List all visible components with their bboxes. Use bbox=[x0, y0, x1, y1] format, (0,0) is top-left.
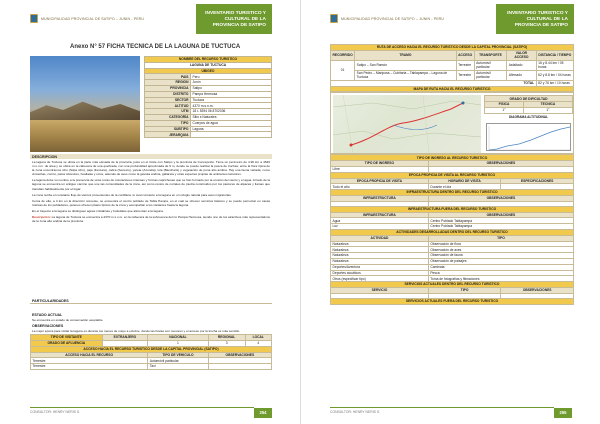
fiche-value: Satipo bbox=[191, 85, 272, 91]
header-inventory-box: INVENTARIO TURISTICO Y CULTURAL DE LA PROVINCIA DE SATIPO bbox=[196, 4, 272, 34]
route-cell: Terrestre bbox=[456, 70, 474, 80]
fiche-key: PAIS bbox=[145, 74, 191, 80]
page-title: Anexo N° 57 FICHA TECNICA DE LA LAGUNA DE TUCTUCA bbox=[70, 44, 241, 50]
footer-line bbox=[330, 407, 554, 408]
route-cell: 62 y 8.8 km / 04 horas bbox=[536, 70, 573, 80]
visitor-table bbox=[30, 334, 272, 370]
activity-cell: Deportes acuáticos bbox=[331, 270, 429, 276]
activity-cell: Deportes/Aventura bbox=[331, 264, 429, 270]
fiche-key: SECTOR bbox=[145, 97, 191, 103]
services-header: SERVICIO bbox=[331, 287, 429, 293]
route-table bbox=[330, 44, 574, 92]
fiche-key: ALTITUD bbox=[145, 103, 191, 109]
fiche-value: Pampa Hermosa bbox=[191, 91, 272, 97]
fiche-table bbox=[144, 56, 272, 138]
visitor-value: 3 bbox=[208, 340, 245, 346]
difficulty-panel bbox=[484, 95, 573, 153]
difficulty-header: TECNICA bbox=[523, 102, 572, 108]
infra-out-cell: Agua bbox=[331, 218, 429, 224]
status-section bbox=[30, 298, 272, 370]
fiche-key: REGION bbox=[145, 80, 191, 86]
route-header: VALOR ACCESO bbox=[507, 50, 536, 60]
laguna-photo bbox=[30, 56, 140, 152]
route-cell: Automóvil particular bbox=[474, 60, 507, 70]
header-municipality: MUNICIPALIDAD PROVINCIAL DE SATIPO – JUNIN - PERU bbox=[41, 17, 145, 21]
access-header: TIPO DE VEHICULO bbox=[148, 352, 208, 358]
visitor-header: EXTRANJERO bbox=[102, 335, 148, 341]
fiche-value: Laguna bbox=[191, 126, 272, 132]
infra-in-header: INFRAESTRUCTURA bbox=[331, 195, 429, 201]
services-header: TIPO bbox=[428, 287, 500, 293]
route-cell: Satipo – San Ramón bbox=[355, 60, 456, 70]
ingreso-header: TIPO DE INGRESO bbox=[331, 161, 429, 167]
page-number: 255 bbox=[554, 408, 572, 418]
fiche-key: DISTRITO bbox=[145, 91, 191, 97]
estado-title: ESTADO ACTUAL bbox=[32, 312, 63, 317]
description-paragraph: En el trayecto a la laguna se distinguen aguas cristalinas y bofedales que alimentan a la laguna. bbox=[32, 208, 164, 213]
epoca-header: HORARIO DE VISITA bbox=[428, 178, 500, 184]
ingreso-bar: TIPO DE INGRESO AL RECURSO TURISTICO bbox=[331, 155, 574, 161]
page-number: 254 bbox=[254, 408, 272, 418]
epoca-header: EPOCA PROPICIA DE VISITA bbox=[331, 178, 429, 184]
footer-consultant: CONSULTOR: HENRY NERIS S. bbox=[30, 410, 81, 414]
access-cell: Automóvil particular bbox=[148, 358, 208, 364]
observaciones-title: OBSERVACIONES bbox=[32, 323, 64, 328]
map-bar: MAPA DE RUTA HACIA EL RECURSO TURISTICO bbox=[331, 86, 574, 92]
ingreso-cell: Libre bbox=[331, 166, 429, 172]
description-highlight: Descripción: bbox=[32, 215, 51, 220]
infra-out-header: INFRAESTRUCTURA bbox=[331, 212, 429, 218]
infra-in-header: OBSERVACIONES bbox=[428, 195, 573, 201]
route-total-value: 82 y 76 km / 10 horas bbox=[536, 80, 573, 86]
fiche-key: PROVINCIA bbox=[145, 85, 191, 91]
access-cell: Terrestre bbox=[31, 364, 148, 370]
fiche-value: 4370 m.s.n.m. bbox=[191, 103, 272, 109]
description-paragraph: Cerca de ella, a 4 km en la dirección noroeste, se encuentra el centro poblado de Tabla Pampa, en el cual se ofrecen servicios básicos y se puede pernoctar en casas rústicas de los pobladores, quienes ofrecen platos típicos de la zona y acompañan a los visitantes hasta la laguna. bbox=[32, 198, 270, 207]
visitor-header: REGIONAL bbox=[208, 335, 245, 341]
visitor-header: TIPO DE VISITANTE bbox=[31, 335, 103, 341]
visitor-header: LOCAL bbox=[245, 335, 271, 341]
fiche-name-value: LAGUNA DE TUCTUCA bbox=[145, 62, 272, 68]
activities-bar: ACTIVIDADES DESARROLLADAS DENTRO DEL RECURSO TURISTICO bbox=[331, 229, 574, 235]
fiche-value: Sitio s Naturales bbox=[191, 114, 272, 120]
difficulty-header: FISICA bbox=[485, 102, 524, 108]
description-paragraph: La laguna debe su nombre a la presencia de unas rocas de coloraciones intensas y formas caprichosas que se han formado por la erosión del viento y el agua. Al lado de la laguna se encuentra un antiguo camino que une las comunidades de la zona, así como restos de corrales de piedra construidos por los pastores de alpacas y llamas que transitan habitualmente por el lugar. bbox=[32, 178, 270, 191]
route-header: ACCESO bbox=[456, 50, 474, 60]
footer-line bbox=[30, 407, 254, 408]
activity-cell: Caminata bbox=[428, 264, 573, 270]
access-cell: Terrestre bbox=[31, 358, 148, 364]
epoca-cell: Durante el día bbox=[428, 184, 500, 190]
fiche-key: JERARQUIA bbox=[145, 132, 191, 138]
activity-cell: Toma de fotografías y filmaciones bbox=[428, 276, 573, 282]
ingreso-header: OBSERVACIONES bbox=[428, 161, 573, 167]
infra-out-header: OBSERVACIONES bbox=[428, 212, 573, 218]
route-header: DISTANCIA / TIEMPO bbox=[536, 50, 573, 60]
fiche-key: SUBTIPO bbox=[145, 126, 191, 132]
description-paragraph: La laguna de Tuctuca se ubica en la parte más elevada de la provincia, justo en el límite con Satipo y la provincia de Concepción. Tiene un perímetro de 4.96 km a 4546 m.s.n.m. de área y se ubica en la cabecera de una quebrada, con una profundidad aproximada de 9 m, donde se puede realizar la pesca de truchas; entre la flora típica de la zona encontramos ichu (Stipa ichu), paja (Festuca), cabra (Senecio), yareta (Azorella), tola (Baccharis) y vegetación de puna alto andina. Hay una fauna variada, como vizcachas, zorros, patos silvestres, huallatas y otros, además de aves como la gaviota andina, gallareta y otras especies propias de ambientes lacustres. bbox=[32, 160, 270, 177]
right-page bbox=[300, 0, 600, 424]
activity-cell: Naturaleza bbox=[331, 241, 429, 247]
infra-out-bar: INFRAESTRUCTURA FUERA DEL RECURSO TURISTICO bbox=[331, 206, 574, 212]
fiche-value: Cuerpos de agua bbox=[191, 120, 272, 126]
epoca-header: ESPECIFICACIONES bbox=[501, 178, 574, 184]
fiche-value bbox=[191, 132, 272, 138]
fiche-key: TIPO bbox=[145, 120, 191, 126]
visitor-row-label: GRADO DE AFLUENCIA bbox=[31, 340, 103, 346]
route-cell: Asfaltado bbox=[507, 60, 536, 70]
route-cell: San Pedro – Mariposa – Cubitaria – Tablapampa – Laguna de Tuctuca bbox=[355, 70, 456, 80]
estado-value: Se encuentra en estado de conservación aceptable. bbox=[32, 318, 104, 322]
route-header: TRANSPORTE bbox=[474, 50, 507, 60]
difficulty-value: 1° bbox=[523, 107, 572, 113]
access-cell: Taxi bbox=[148, 364, 208, 370]
activity-cell: Otros (especificar tipo) bbox=[331, 276, 429, 282]
activities-header: ACTIVIDAD bbox=[331, 235, 429, 241]
route-bar: RUTA DE ACCESO HACIA EL RECURSO TURISTICO DESDE LA CAPITAL PROVINCIAL (SATIPO) bbox=[331, 45, 574, 51]
infra-out-cell: Centro Poblado Tablapampa bbox=[428, 224, 573, 230]
epoca-bar: EPOCA PROPICIA DE VISITA AL RECURSO TURISTICO bbox=[331, 172, 574, 178]
elevation-title: DIAGRAMA ALTITUDINAL bbox=[508, 114, 548, 119]
access-header: OBSERVACIONES bbox=[208, 352, 271, 358]
fiche-value: Tuctuca bbox=[191, 97, 272, 103]
activities-header: TIPO bbox=[428, 235, 573, 241]
route-cell: Afirmado bbox=[507, 70, 536, 80]
activity-cell: Observación de fauna bbox=[428, 253, 573, 259]
infra-out-cell: Luz bbox=[331, 224, 429, 230]
fiche-name-header: NOMBRE DEL RECURSO TURISTICO bbox=[145, 57, 272, 63]
municipality-logo-icon bbox=[330, 14, 338, 23]
activity-cell: Observación de paisajes bbox=[428, 258, 573, 264]
route-section bbox=[330, 44, 574, 305]
services-out-bar: SERVICIOS ACTUALES FUERA DEL RECURSO TURISTICO bbox=[331, 298, 574, 304]
route-header: RECORRIDO bbox=[331, 50, 355, 60]
route-map bbox=[333, 95, 481, 153]
route-cell: Automóvil particular bbox=[474, 70, 507, 80]
infra-in-bar: INFRAESTRUCTURA DENTRO DEL RECURSO TURISTICO bbox=[331, 190, 574, 196]
activity-cell: Naturaleza bbox=[331, 247, 429, 253]
visitor-value: 4 bbox=[245, 340, 271, 346]
activity-cell: Naturaleza bbox=[331, 253, 429, 259]
footer-consultant: CONSULTOR: HENRY NERIS S. bbox=[330, 410, 381, 414]
services-header: OBSERVACIONES bbox=[501, 287, 574, 293]
services-in-bar: SERVICIOS ACTUALES DENTRO DEL RECURSO TURISTICO bbox=[331, 282, 574, 288]
fiche-key: CATEGORÍA bbox=[145, 114, 191, 120]
fiche-key: UTM bbox=[145, 109, 191, 115]
description-paragraph: La laguna de Tuctuca se encuentra a 4370 m.s.n.m. en la cabecera de la subcuenca del río Pampa Hermosa, siendo uno de los atractivos más representativos de la zona alto andina de la provincia. bbox=[32, 215, 270, 224]
visitor-value: 1 bbox=[148, 340, 208, 346]
route-cell: Terrestre bbox=[456, 60, 474, 70]
activity-cell: Observación de aves bbox=[428, 247, 573, 253]
header-inventory-box: INVENTARIO TURISTICO Y CULTURAL DE LA PROVINCIA DE SATIPO bbox=[496, 4, 574, 34]
fiche-value: 18 L 5394 06 8702036 bbox=[191, 109, 272, 115]
epoca-cell: Todo el año bbox=[331, 184, 429, 190]
details-table bbox=[330, 154, 574, 304]
route-number: 01 bbox=[331, 60, 355, 80]
description-section bbox=[30, 154, 272, 224]
visitor-header: NACIONAL bbox=[148, 335, 208, 341]
municipality-logo-icon bbox=[30, 14, 38, 23]
description-title: DESCRIPCION bbox=[30, 154, 272, 159]
difficulty-table bbox=[484, 95, 573, 113]
particularidades-title: PARTICULARIDADES bbox=[30, 298, 272, 304]
activity-cell: Observación de flora bbox=[428, 241, 573, 247]
access-bar: ACCESO HACIA EL RECURSO TURISTICO DESDE LA CAPITAL PROVINCIAL (SATIPO) bbox=[31, 346, 272, 352]
description-paragraph: La zona recibe el constante flujo de vientos provenientes de la cordillera, lo cual convierte a la laguna en un refugio natural para aves migratorias. bbox=[32, 192, 232, 197]
access-cell bbox=[208, 364, 271, 370]
elevation-diagram bbox=[486, 123, 571, 151]
fiche-location-header: UBIGEO bbox=[145, 68, 272, 74]
route-total-label: TOTAL bbox=[331, 80, 537, 86]
map-area bbox=[330, 92, 574, 154]
fiche-value: Junín bbox=[191, 80, 272, 86]
infra-out-cell: Centro Poblado Tablapampa bbox=[428, 218, 573, 224]
header-municipality: MUNICIPALIDAD PROVINCIAL DE SATIPO – JUNIN - PERU bbox=[341, 17, 445, 21]
difficulty-title: GRADO DE DIFICULTAD bbox=[485, 96, 573, 102]
route-cell: 16 y 8.44 km / 05 horas bbox=[536, 60, 573, 70]
activity-cell: Naturaleza bbox=[331, 258, 429, 264]
activity-cell: Pesca bbox=[428, 270, 573, 276]
difficulty-value: 1° bbox=[485, 107, 524, 113]
access-header: ACCESO HACIA EL RECURSO bbox=[31, 352, 148, 358]
observaciones-value: La mejor época para visitar la laguna es durante los meses de mayo a octubre, donde las lluvias son menores y el acceso por la trocha es más sencillo. bbox=[32, 329, 241, 334]
fiche-value: Peru bbox=[191, 74, 272, 80]
route-header: TRAMO bbox=[355, 50, 456, 60]
